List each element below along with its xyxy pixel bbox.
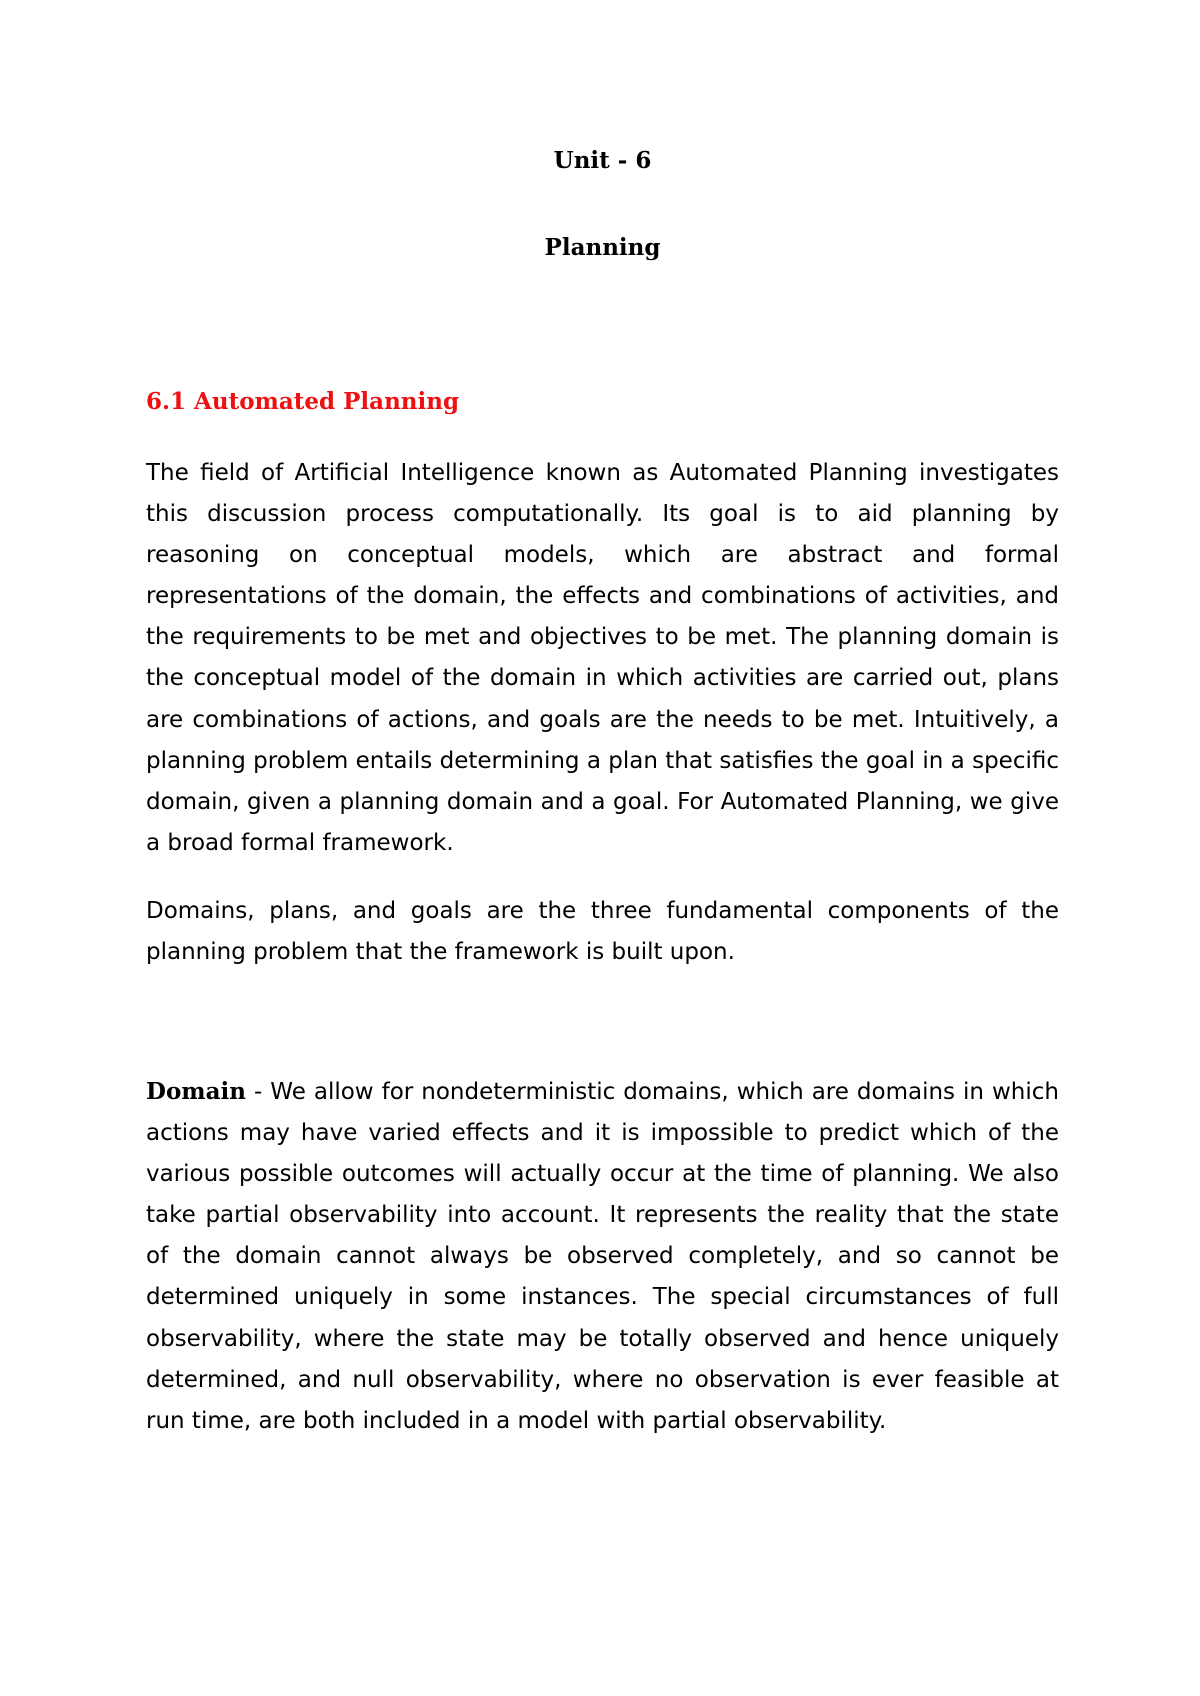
unit-title: Unit - 6 (553, 147, 652, 174)
domain-description: - We allow for nondeterministic domains, which are domains in which actions may have varied effects and it is impossible to predict which of the various possible outcomes will actually occur at the time of planning. We also take partial observability into account. It represents the reality that the state of the domain cannot always be observed completely, and so cannot be determined uniquely in some instances. The special circumstances of full observability, where the state may be totally observed and hence uniquely determined, and null observability, where no observation is ever feasible at run time, are both included in a model with partial observability. (146, 1079, 1059, 1434)
section-heading-automated-planning: 6.1 Automated Planning (146, 388, 460, 415)
chapter-title: Planning (544, 234, 661, 261)
paragraph-automated-planning-intro: The field of Artificial Intelligence known as Automated Planning investigates this discussion process computationally. Its goal is to aid planning by reasoning on conceptual models, which are abstract and formal representations of the domain, the effects and combinations of activities, and the requirements to be met and objectives to be met. The planning domain is the conceptual model of the domain in which activities are carried out, plans are combinations of actions, and goals are the needs to be met. Intuitively, a planning problem entails determining a plan that satisfies the goal in a specific domain, given a planning domain and a goal. For Automated Planning, we give a broad formal framework. (146, 460, 1059, 856)
paragraph-planning-components: Domains, plans, and goals are the three fundamental components of the planning problem that the framework is built upon. (146, 898, 1059, 966)
domain-term: Domain (146, 1078, 246, 1105)
paragraph-domain (146, 1071, 1059, 1442)
document-page (146, 0, 1059, 1696)
